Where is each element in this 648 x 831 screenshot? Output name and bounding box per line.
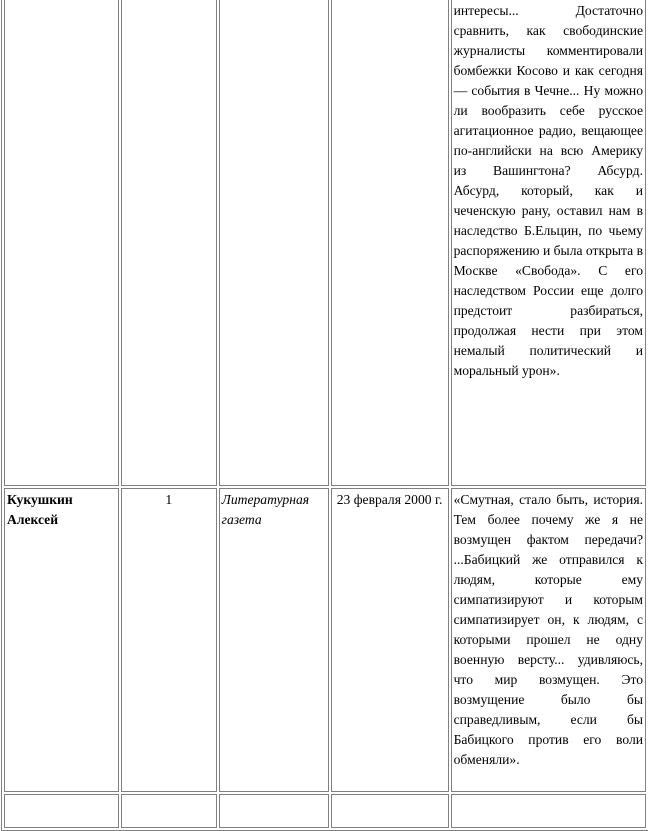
source-cell: Литературная газета: [219, 488, 329, 792]
table-row: [4, 794, 646, 828]
date-cell: 23 февраля 2000 г.: [331, 488, 449, 792]
count-cell: 1: [121, 488, 217, 792]
date-cell: [331, 0, 449, 486]
empty-cell: [4, 794, 119, 828]
author-cell: Кукушкин Алексей: [4, 488, 119, 792]
empty-cell: [121, 794, 217, 828]
count-cell: [121, 0, 217, 486]
author-cell: [4, 0, 119, 486]
empty-cell: [451, 794, 646, 828]
quote-cell: интересы... Достаточно сравнить, как свободинские журналисты комментировали бомбежки Косово и как сегодня — события в Чечне... Ну можно ли вообразить себе русское агитационное радио, вещающее по-английски на всю Америку из Вашингтона? Абсурд. Абсурд, который, как и чеченскую рану, оставил нам в наследство Б.Ельцин, по чьему распоряжению и была открыта в Москве «Свобода». С его наследством России еще долго предстоит разбираться, продолжая нести при этом немалый политический и моральный урон».: [451, 0, 646, 486]
empty-cell: [219, 794, 329, 828]
source-cell: [219, 0, 329, 486]
press-quotes-table: [1, 0, 648, 831]
empty-cell: [331, 794, 449, 828]
table-row: [4, 488, 646, 792]
quote-cell: «Смутная, стало быть, история. Тем более почему же я не возмущен фактом передачи? ...Бабицкий же отправился к людям, которые ему симпатизируют и которым симпатизирует он, к людям, с которыми прошел не одну военную версту... удивляюсь, что мир возмущен. Это возмущение было бы справедливым, если бы Бабицкого против его воли обменяли».: [451, 488, 646, 792]
table-row: [4, 0, 646, 486]
